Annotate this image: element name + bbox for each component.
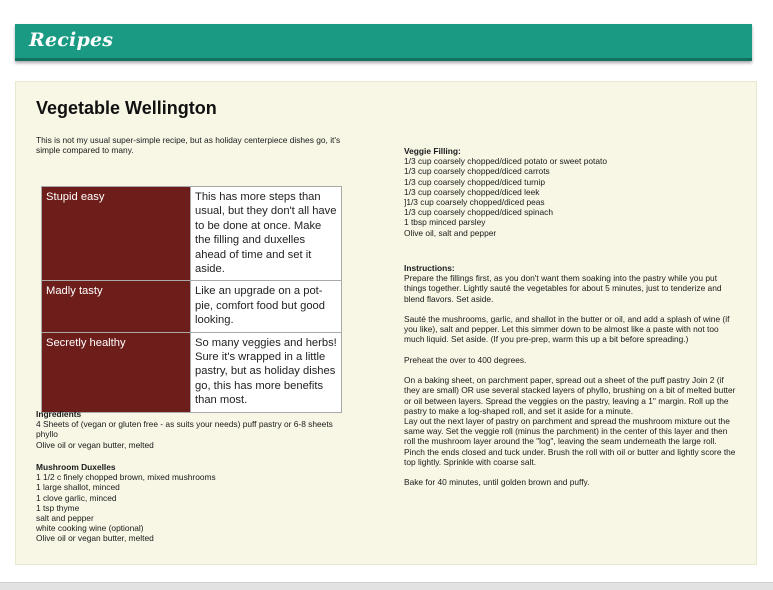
instruction-step: Prepare the fillings first, as you don't want them soaking into the pastry while you put things together. Lightly sauté the vegetables for about 5 minutes, just to tenderize and blend flavors. Set aside. bbox=[404, 273, 722, 304]
instruction-step: Preheat the over to 400 degrees. bbox=[404, 354, 527, 365]
features-table bbox=[41, 186, 342, 413]
ingredient-line: 4 Sheets of (vegan or gluten free - as suits your needs) puff pastry or 6-8 sheets phyllo bbox=[36, 419, 333, 440]
feature-desc: Like an upgrade on a pot-pie, comfort food but good looking. bbox=[191, 281, 342, 332]
duxelles-heading: Mushroom Duxelles bbox=[36, 462, 116, 472]
instruction-step: Lay out the next layer of pastry on parchment and spread the mushroom mixture out the same way. Set the veggie roll (minus the parchment) in the center of this layer and then roll the mushroom layer around the "log", leaving the seam underneath the large roll. Pinch the ends closed and tuck under. Brush the roll with oil or butter and lightly score the top lightly. Sprinkle with coarse salt. bbox=[404, 416, 736, 467]
feature-row bbox=[42, 332, 342, 412]
ingredients-heading: Ingredients bbox=[36, 409, 82, 419]
recipe-title: Vegetable Wellington bbox=[36, 98, 217, 118]
instruction-step: On a baking sheet, on parchment paper, spread out a sheet of the puff pastry Join 2 (if they are small) OR use several stacked layers of phyllo, brushing on a bit of melted butter or oil between layers. Spread the veggies on the pastry, leaving a 1" margin. Roll up the pastry to make a log-shaped roll, and set it aside for a minute. bbox=[404, 375, 736, 416]
recipe-intro: This is not my usual super-simple recipe, but as holiday centerpiece dishes go, it's simple compared to many. bbox=[36, 135, 341, 156]
instruction-step: Bake for 40 minutes, until golden brown and puffy. bbox=[404, 477, 590, 488]
instructions-heading: Instructions: bbox=[404, 263, 455, 273]
duxelles-line: salt and pepper bbox=[36, 513, 94, 524]
filling-line: 1/3 cup coarsely chopped/diced carrots bbox=[404, 166, 550, 177]
filling-section bbox=[404, 146, 739, 238]
duxelles-section bbox=[36, 462, 351, 544]
feature-desc: So many veggies and herbs! Sure it's wrapped in a little pastry, but as holiday dishes go, this has more benefits than most. bbox=[191, 332, 342, 412]
feature-name: Stupid easy bbox=[42, 187, 191, 281]
feature-name: Madly tasty bbox=[42, 281, 191, 332]
filling-line: 1/3 cup coarsely chopped/diced turnip bbox=[404, 176, 546, 187]
feature-row bbox=[42, 281, 342, 332]
filling-line: 1 tbsp minced parsley bbox=[404, 217, 486, 228]
feature-desc: This has more steps than usual, but they don't all have to be done at once. Make the filling and duxelles ahead of time and set it aside. bbox=[191, 187, 342, 281]
duxelles-line: white cooking wine (optional) bbox=[36, 523, 144, 534]
feature-row bbox=[42, 187, 342, 281]
ingredient-line: Olive oil or vegan butter, melted bbox=[36, 439, 154, 450]
duxelles-line: 1 clove garlic, minced bbox=[36, 492, 117, 503]
filling-line: 1/3 cup coarsely chopped/diced leek bbox=[404, 186, 540, 197]
instruction-step: Sauté the mushrooms, garlic, and shallot in the butter or oil, and add a splash of wine (if you like), salt and pepper. Let this simmer down to be almost like a paste with not too much liquid. Set aside. (If you pre-prep, warm this up a bit before spreading.) bbox=[404, 314, 730, 345]
filling-line: ]1/3 cup coarsely chopped/diced peas bbox=[404, 197, 545, 208]
header-bar bbox=[15, 24, 752, 61]
filling-line: 1/3 cup coarsely chopped/diced spinach bbox=[404, 207, 553, 218]
filling-heading: Veggie Filling: bbox=[404, 146, 461, 156]
instructions-section bbox=[404, 263, 739, 498]
filling-line: Olive oil, salt and pepper bbox=[404, 227, 497, 238]
duxelles-line: 1 1/2 c finely chopped brown, mixed mushrooms bbox=[36, 472, 216, 483]
recipe-page bbox=[15, 81, 757, 565]
duxelles-line: Olive oil or vegan butter, melted bbox=[36, 533, 154, 544]
duxelles-line: 1 large shallot, minced bbox=[36, 482, 120, 493]
header-title: Recipes bbox=[29, 29, 114, 51]
filling-line: 1/3 cup coarsely chopped/diced potato or sweet potato bbox=[404, 156, 607, 167]
duxelles-line: 1 tsp thyme bbox=[36, 502, 80, 513]
ingredients-section bbox=[36, 409, 351, 450]
feature-name: Secretly healthy bbox=[42, 332, 191, 412]
